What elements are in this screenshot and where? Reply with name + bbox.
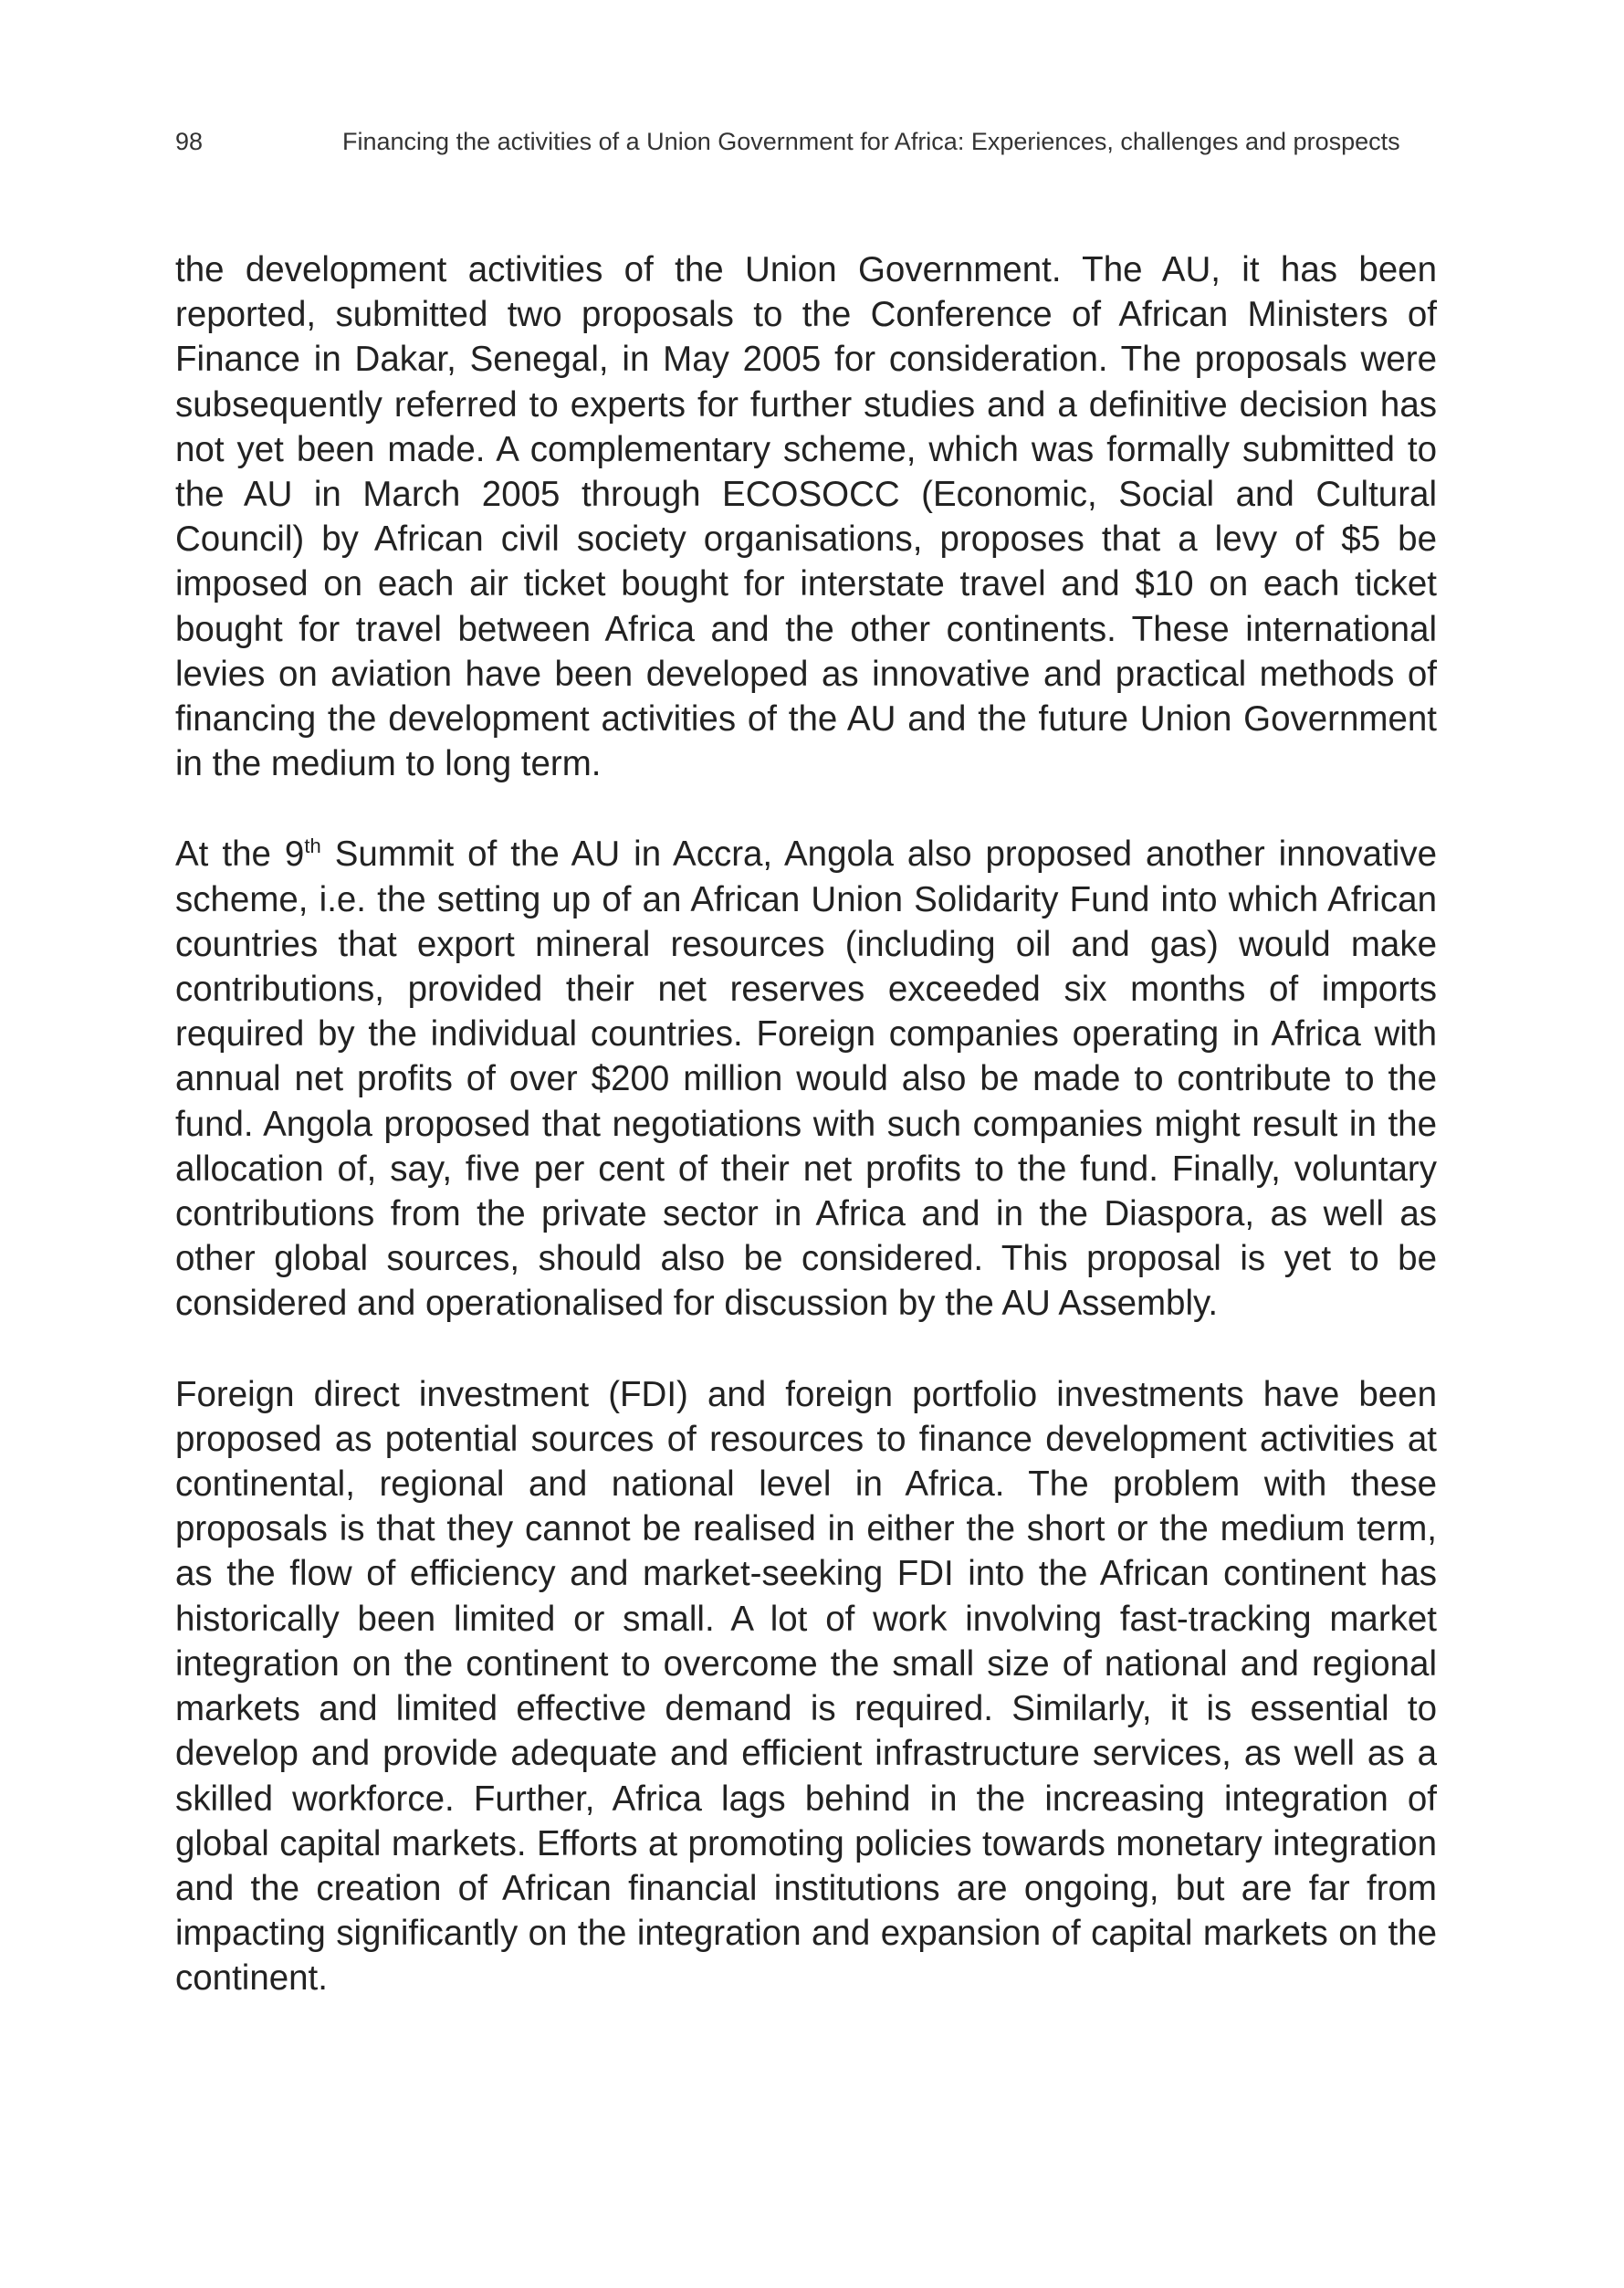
paragraph-fdi: Foreign direct investment (FDI) and foreign portfolio investments have been proposed as potential sources of resources to finance development activities at continental, regional and national level in Africa. The problem with these proposals is that they cannot be realised in either the short or the medium term, as the flow of efficiency and market-seeking FDI into the African continent has historically been limited or small. A lot of work involving fast-tracking market integration on the continent to overcome the small size of national and regional markets and limited effective demand is required. Similarly, it is essential to develop and provide adequate and efficient infrastructure services, as well as a skilled workforce. Further, Africa lags behind in the increasing integration of global capital markets. Efforts at promoting policies towards monetary integration and the creation of African financial institutions are ongoing, but are far from impacting significantly on the integration and expansion of capital markets on the continent.	[175, 1374, 1437, 1999]
paragraph-aviation-levies: the development activities of the Union Government. The AU, it has been reported, submitted two proposals to the Conference of African Ministers of Finance in Dakar, Senegal, in May 2005 for consideration. The proposals were subsequently referred to experts for further studies and a definitive decision has not yet been made. A complementary scheme, which was formally submitted to the AU in March 2005 through ECOSOCC (Economic, Social and Cultural Council) by African civil society organisations, proposes that a levy of $5 be imposed on each air ticket bought for interstate travel and $10 on each ticket bought for travel between Africa and the other continents. These international levies on aviation have been developed as innovative and practical methods of financing the development activities of the AU and the future Union Government in the medium to long term.	[175, 250, 1437, 784]
running-header-title: Financing the activities of a Union Government for Africa: Experiences, challenges and prospects	[342, 128, 1400, 155]
paragraph-solidarity-fund-rest: Summit of the AU in Accra, Angola also proposed another innovative scheme, i.e. the setting up of an African Union Solidarity Fund into which African countries that export mineral resources (including oil and gas) would make contributions, provided their net reserves exceeded six months of imports required by the individual countries. Foreign companies operating in Africa with annual net profits of over $200 million would also be made to contribute to the fund. Angola proposed that negotiations with such companies might result in the allocation of, say, five per cent of their net profits to the fund. Finally, voluntary contributions from the private sector in Africa and in the Diaspora, as well as other global sources, should also be considered. This proposal is yet to be considered and operationalised for discussion by the AU Assembly.	[175, 834, 1438, 1324]
paragraph-solidarity-fund-lead: At the 9	[175, 834, 305, 875]
page-number: 98	[175, 128, 204, 155]
paragraph-solidarity-fund	[175, 832, 1437, 1326]
running-header	[175, 123, 1437, 160]
ordinal-superscript: th	[304, 834, 321, 858]
body-text	[175, 247, 1437, 2047]
